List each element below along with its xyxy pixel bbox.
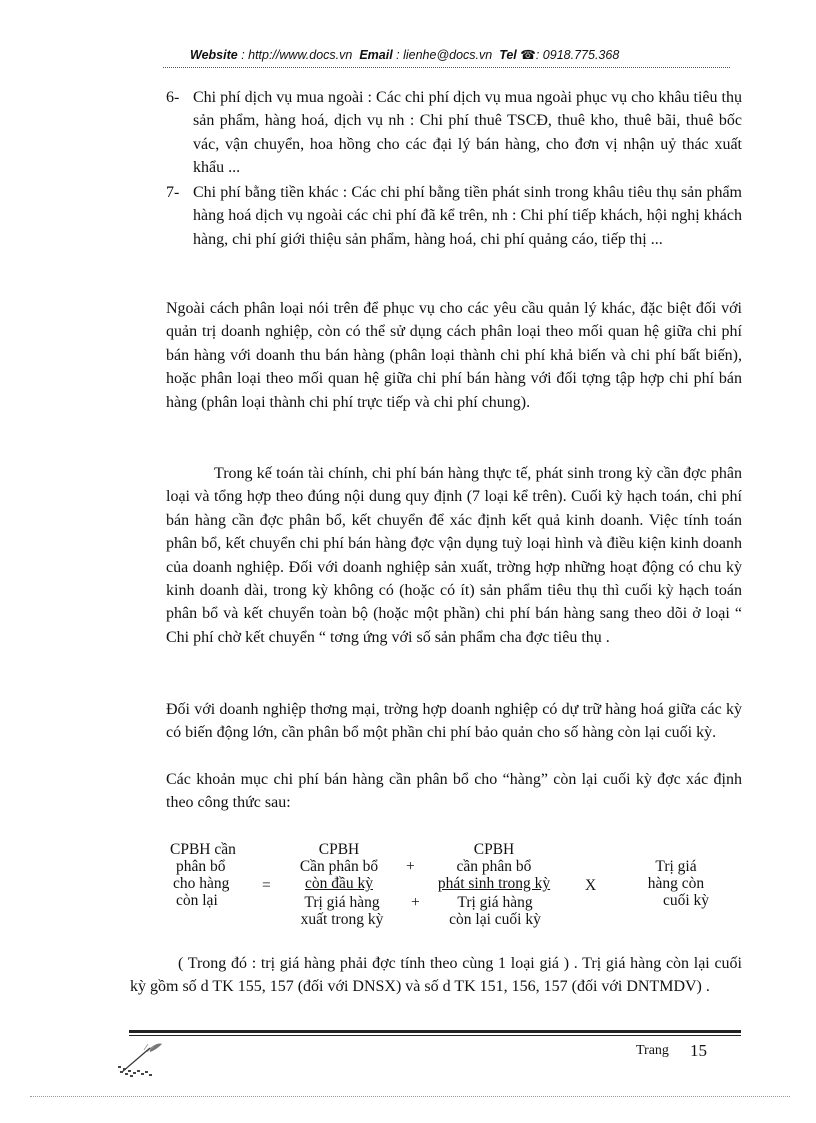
footer-divider-thick: [129, 1030, 741, 1033]
list-item-6: [166, 86, 742, 180]
formula-plus-top: +: [406, 858, 415, 875]
page-label: Trang: [636, 1043, 669, 1058]
list-item-text: Chi phí bằng tiền khác : Các chi phí bằng tiền phát sinh trong khâu tiêu thụ sản phẩm hàng hoá dịch vụ ngoài các chi phí đã kể trên, nh : Chi phí tiếp khách, hội nghị khách hàng, chi phí giới thiệu sản phẩm, hàng hoá, chi phí quảng cáo, tiếp thị ...: [193, 184, 742, 248]
paragraph-financial-accounting: Trong kế toán tài chính, chi phí bán hàng thực tế, phát sinh trong kỳ cần đợc phân loại và tổng hợp theo đúng nội dung quy định (7 loại kể trên). Cuối kỳ hạch toán, chi phí bán hàng cần đợc phân bổ, kết chuyển để xác định kết quả kinh doanh. Việc tính toán phân bổ, kết chuyển chi phí bán hàng đợc vận dụng tuỳ loại hình và điều kiện kinh doanh của doanh nghiệp. Đối với doanh nghiệp sản xuất, trờng hợp những hoạt động có chu kỳ kinh doanh dài, trong kỳ không có (hoặc có ít) sản phẩm tiêu thụ thì cuối kỳ hạch toán phân bổ và kết chuyển toàn bộ (hoặc một phần) chi phí bán hàng sang theo dõi ở loại “ Chi phí chờ kết chuyển “ tơng ứng với số sản phẩm cha đợc tiêu thụ .: [166, 465, 742, 646]
website-value[interactable]: : http://www.docs.vn: [241, 48, 353, 62]
email-value[interactable]: : lienhe@docs.vn: [396, 48, 493, 62]
paragraph-note: ( Trong đó : trị giá hàng phải đợc tính theo cùng 1 loại giá ) . Trị giá hàng còn lại cuối kỳ gồm số d TK 155, 157 (đối với DNSX) và số d TK 151, 156, 157 (đối với DNTMDV) .: [130, 955, 742, 996]
formula-denominator-left: Trị giá hàng xuất trong kỳ: [300, 894, 384, 928]
formula-rhs: Trị giá hàng còn cuối kỳ: [647, 858, 710, 909]
footer-divider-thin: [129, 1035, 741, 1036]
formula-numerator-left: CPBH Cần phân bổ còn đầu kỳ: [299, 841, 379, 892]
paragraph-classification: Ngoài cách phân loại nói trên để phục vụ cho các yêu cầu quản lý khác, đặc biệt đối với quản trị doanh nghiệp, còn có thể sử dụng cách phân loại theo mối quan hệ giữa chi phí bán hàng với doanh thu bán hàng (phân loại thành chi phí khả biến và chi phí bất biến), hoặc phân loại theo mối quan hệ giữa chi phí bán hàng với đối tợng tập hợp chi phí bán hàng (phân loại thành chi phí trực tiếp và chi phí chung).: [166, 300, 742, 411]
formula-times: X: [585, 877, 597, 894]
list-item-number: 6-: [166, 89, 180, 106]
list-item-7: [166, 181, 742, 251]
tel-label: Tel: [499, 48, 517, 62]
formula-numerator-right: CPBH cần phân bổ phát sinh trong kỳ: [437, 841, 551, 892]
page-header: [190, 47, 730, 62]
header-divider: [163, 67, 730, 68]
tel-value: : 0918.775.368: [535, 48, 620, 62]
formula-lhs: CPBH cần phân bổ cho hàng còn lại: [170, 841, 236, 909]
phone-icon: ☎: [520, 48, 536, 62]
list-item-number: 7-: [166, 184, 180, 201]
formula-plus-bottom: +: [411, 894, 420, 911]
email-label: Email: [359, 48, 393, 62]
list-item-text: Chi phí dịch vụ mua ngoài : Các chi phí dịch vụ mua ngoài phục vụ cho khâu tiêu thụ sản phẩm, hàng hoá, dịch vụ nh : Chi phí thuê TSCĐ, thuê kho, thuê bãi, thuê bốc vác, vận chuyển, hoa hồng cho các đại lý bán hàng, cho đơn vị nhận uỷ thác xuất khẩu ...: [193, 89, 742, 177]
website-label: Website: [190, 48, 238, 62]
formula-equals: =: [262, 877, 271, 894]
page-bottom-border: [30, 1096, 790, 1097]
quill-logo-icon: [114, 1040, 164, 1078]
paragraph-trading-enterprise: Đối với doanh nghiệp thơng mại, trờng hợp doanh nghiệp có dự trữ hàng hoá giữa các kỳ có biến động lớn, cần phân bổ một phần chi phí bảo quản cho số hàng còn lại cuối kỳ.: [166, 701, 742, 742]
paragraph-formula-intro: Các khoản mục chi phí bán hàng cần phân bổ cho “hàng” còn lại cuối kỳ đợc xác định theo công thức sau:: [166, 771, 742, 812]
page-number: 15: [690, 1041, 707, 1060]
formula-denominator-right: Trị giá hàng còn lại cuối kỳ: [449, 894, 541, 928]
